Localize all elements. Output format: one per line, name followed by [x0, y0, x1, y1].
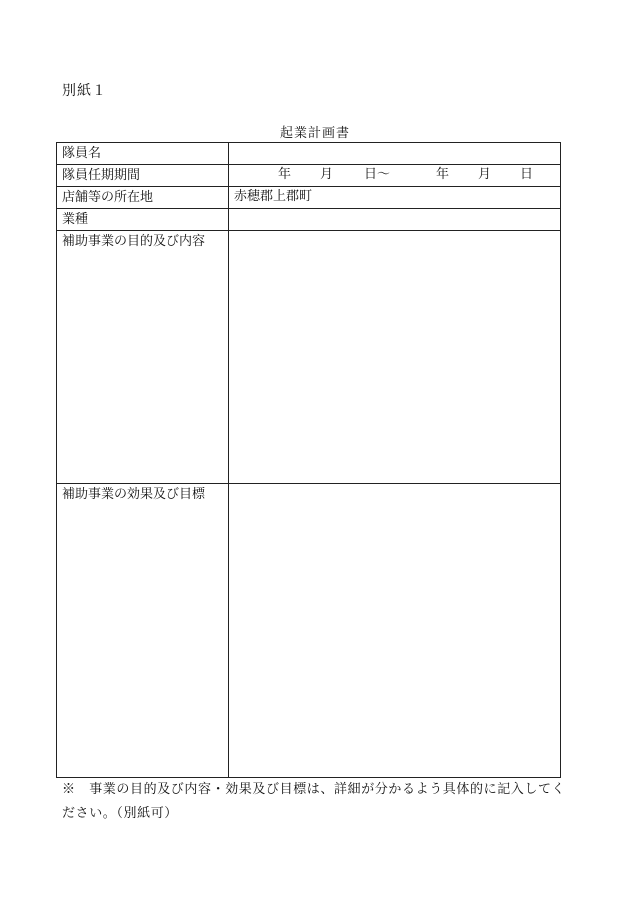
- start-day-unit: 日～: [364, 167, 391, 182]
- store-location-label: 店舗等の所在地: [57, 187, 229, 209]
- effect-goal-label: 補助事業の効果及び目標: [57, 484, 229, 778]
- annex-label: 別紙１: [62, 83, 107, 99]
- document-title: 起業計画書: [279, 126, 350, 141]
- store-location-field[interactable]: 赤穂郡上郡町: [229, 187, 561, 209]
- end-month-unit: 月: [478, 167, 492, 182]
- start-year-unit: 年: [278, 167, 292, 182]
- purpose-content-label: 補助事業の目的及び内容: [57, 231, 229, 484]
- industry-label: 業種: [57, 209, 229, 231]
- end-day-unit: 日: [520, 167, 534, 182]
- start-month-unit: 月: [320, 167, 334, 182]
- term-period-field[interactable]: [229, 165, 561, 187]
- member-name-label: 隊員名: [57, 143, 229, 165]
- business-plan-form: [56, 142, 561, 778]
- form-row-term-period: [57, 165, 561, 187]
- form-row-store-location: [57, 187, 561, 209]
- industry-field[interactable]: [229, 209, 561, 231]
- effect-goal-field[interactable]: [229, 484, 561, 778]
- end-year-unit: 年: [436, 167, 450, 182]
- form-row-industry: [57, 209, 561, 231]
- term-period-label: 隊員任期期間: [57, 165, 229, 187]
- form-row-purpose-content: [57, 231, 561, 484]
- form-row-effect-goal: [57, 484, 561, 778]
- term-period-dates: [234, 165, 555, 185]
- member-name-field[interactable]: [229, 143, 561, 165]
- purpose-content-field[interactable]: [229, 231, 561, 484]
- form-row-member-name: [57, 143, 561, 165]
- footnote: ※ 事業の目的及び内容・効果及び目標は、詳細が分かるよう具体的に記入してください。（別紙可）: [62, 782, 566, 821]
